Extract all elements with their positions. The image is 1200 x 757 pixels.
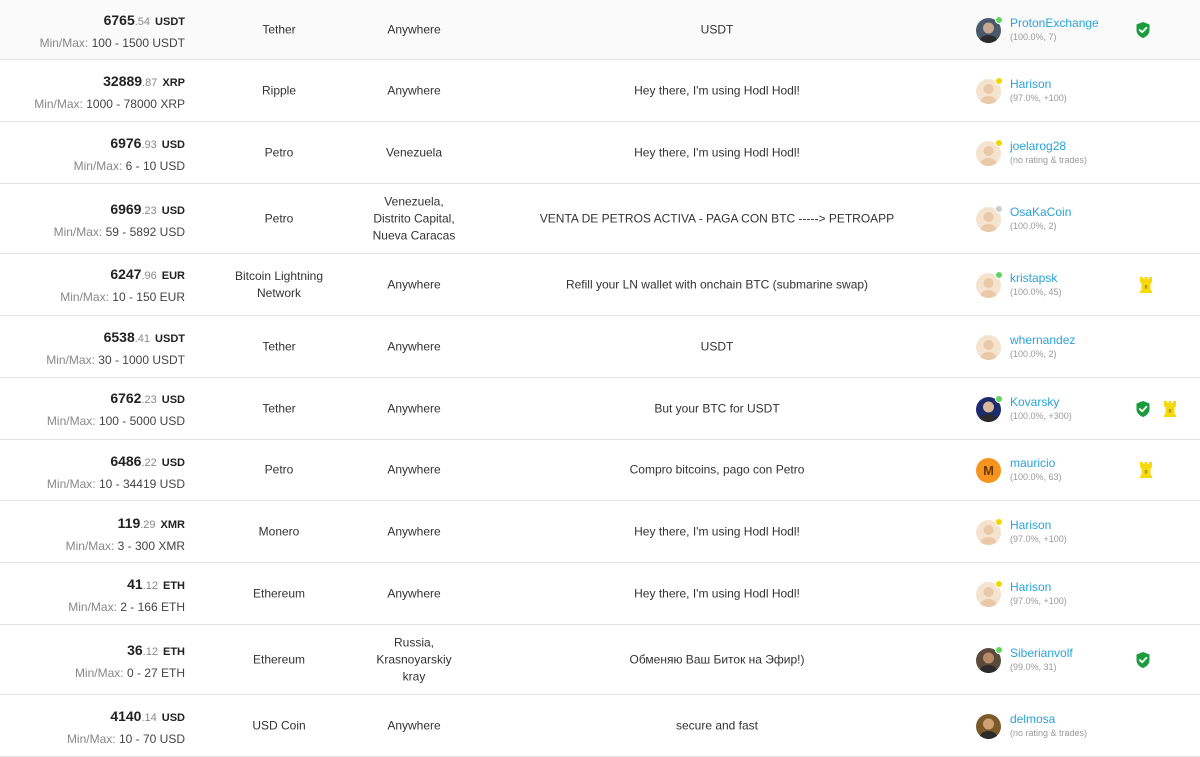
payment-method: Petro	[264, 211, 294, 225]
price-block	[34, 73, 185, 111]
price-integer: 6762	[110, 390, 142, 406]
user-rating: (100.0%, 45)	[1010, 286, 1062, 297]
price-currency: USD	[161, 205, 185, 217]
location: Venezuela	[385, 145, 443, 159]
price-decimals: .12	[142, 580, 158, 592]
min-max-limits	[68, 600, 185, 614]
status-dot	[995, 16, 1003, 24]
price-decimals: .23	[141, 394, 157, 406]
location: Anywhere	[387, 718, 441, 732]
offer-description: Hey there, I'm using Hodl Hodl!	[634, 83, 800, 97]
avatar[interactable]	[976, 335, 1001, 360]
status-dot	[995, 518, 1003, 526]
username-link[interactable]: Harison	[1010, 517, 1052, 532]
min-max-value: 2 - 166 ETH	[120, 600, 185, 614]
user-rating: (97.0%, +100)	[1010, 92, 1067, 103]
offer-description: Обменяю Ваш Биток на Эфир!)	[629, 652, 805, 666]
min-max-label: Min/Max:	[60, 290, 109, 304]
cell-line: Venezuela,	[384, 194, 444, 208]
offer-description: Hey there, I'm using Hodl Hodl!	[634, 586, 800, 600]
price-block	[67, 708, 185, 746]
min-max-value: 10 - 34419 USD	[98, 477, 185, 491]
offer-row[interactable]	[0, 0, 1200, 60]
price-decimals: .54	[134, 16, 151, 28]
offer-row[interactable]	[0, 695, 1200, 757]
min-max-limits	[54, 225, 185, 239]
min-max-label: Min/Max:	[65, 539, 115, 553]
status-dot	[995, 205, 1003, 213]
offer-row[interactable]	[0, 625, 1200, 695]
price	[68, 576, 185, 594]
min-max-label: Min/Max:	[53, 225, 103, 239]
price-decimals: .23	[141, 205, 157, 217]
offer-row[interactable]	[0, 122, 1200, 184]
username-link[interactable]: whernandez	[1010, 332, 1076, 347]
username-link[interactable]: joelarog28	[1010, 138, 1067, 153]
tower-icon	[1138, 276, 1154, 294]
price-decimals: .41	[134, 333, 151, 345]
price-block	[47, 390, 185, 428]
price-block	[75, 642, 185, 680]
user-rating: (no rating & trades)	[1010, 727, 1088, 738]
min-max-limits	[66, 539, 185, 553]
min-max-limits	[47, 414, 185, 428]
tower-icon	[1162, 400, 1178, 418]
price-integer: 6538	[103, 329, 135, 345]
price-currency: XMR	[160, 519, 185, 531]
username-link[interactable]: delmosa	[1010, 711, 1056, 726]
cell-line: Nueva Caracas	[372, 228, 456, 242]
min-max-limits	[60, 290, 185, 304]
price	[46, 329, 185, 347]
shield-icon	[1135, 21, 1151, 39]
price-currency: EUR	[161, 270, 185, 282]
cell-line: Network	[256, 285, 301, 300]
price-integer: 6486	[110, 453, 142, 469]
min-max-value: 100 - 5000 USD	[98, 414, 185, 428]
price-integer: 6765	[103, 12, 135, 28]
user-rating: (no rating & trades)	[1010, 154, 1088, 165]
min-max-value: 59 - 5892 USD	[105, 225, 185, 239]
payment-method: Monero	[258, 524, 300, 538]
price-currency: USD	[161, 457, 185, 469]
user-rating: (100.0%, 2)	[1010, 348, 1057, 359]
price-decimals: .93	[141, 139, 157, 151]
offer-row[interactable]	[0, 440, 1200, 501]
username-link[interactable]: Harison	[1010, 579, 1052, 594]
offer-row[interactable]	[0, 254, 1200, 316]
price-decimals: .12	[142, 646, 158, 658]
min-max-limits	[74, 159, 185, 173]
price	[66, 515, 185, 533]
cell-line: kray	[402, 669, 426, 683]
price-block	[46, 329, 185, 367]
cell-line: Krasnoyarskiy	[376, 652, 452, 666]
tower-icon	[1138, 461, 1154, 479]
location	[354, 193, 474, 244]
price-currency: USDT	[155, 16, 185, 28]
min-max-value: 1000 - 78000 XRP	[86, 97, 185, 111]
trader	[976, 518, 1126, 546]
trader	[976, 271, 1126, 299]
min-max-value: 100 - 1500 USDT	[91, 36, 185, 50]
price-block	[47, 453, 185, 491]
location: Anywhere	[387, 22, 441, 36]
location: Anywhere	[387, 462, 441, 477]
user-rating: (100.0%, 2)	[1010, 220, 1057, 231]
price	[47, 453, 185, 471]
min-max-limits	[67, 732, 185, 746]
price-integer: 36	[127, 642, 143, 658]
price-integer: 32889	[103, 73, 143, 89]
username-link[interactable]: Kovarsky	[1010, 394, 1060, 409]
min-max-value: 10 - 150 EUR	[112, 290, 185, 304]
cell-line: Distrito Capital,	[373, 211, 455, 225]
offer-description: Hey there, I'm using Hodl Hodl!	[634, 145, 800, 159]
offer-row[interactable]	[0, 316, 1200, 378]
price	[74, 135, 185, 153]
min-max-limits	[34, 97, 185, 111]
trader	[976, 77, 1126, 105]
price-block	[66, 515, 185, 553]
status-dot	[995, 646, 1003, 654]
min-max-label: Min/Max:	[46, 477, 96, 491]
shield-icon	[1135, 651, 1151, 669]
username-link[interactable]: mauricio	[1010, 456, 1056, 470]
offer-row[interactable]	[0, 378, 1200, 440]
user-rating: (100.0%, +300)	[1010, 410, 1072, 421]
user-rating: (100.0%, 63)	[1010, 472, 1062, 482]
username-link[interactable]: Siberianvolf	[1010, 645, 1073, 660]
min-max-label: Min/Max:	[34, 97, 83, 111]
trader	[976, 646, 1126, 674]
trader	[976, 205, 1126, 233]
username-link[interactable]: Harison	[1010, 76, 1052, 91]
location: Anywhere	[387, 401, 441, 415]
price-decimals: .14	[141, 712, 157, 724]
min-max-limits	[75, 666, 185, 680]
trader	[976, 712, 1126, 740]
min-max-limits	[46, 353, 185, 367]
min-max-value: 30 - 1000 USDT	[98, 353, 185, 367]
price	[75, 642, 185, 660]
status-dot	[995, 139, 1003, 147]
min-max-label: Min/Max:	[68, 600, 117, 614]
payment-method: Tether	[262, 22, 296, 36]
payment-method	[224, 268, 334, 302]
price-decimals: .87	[142, 77, 158, 89]
price-integer: 6976	[110, 135, 142, 151]
min-max-limits	[40, 36, 185, 50]
user-rating: (99.0%, 31)	[1010, 661, 1057, 672]
offer-description: USDT	[700, 22, 734, 36]
username-link[interactable]: ProtonExchange	[1010, 15, 1099, 30]
cell-line: Bitcoin Lightning	[234, 268, 324, 283]
trader	[976, 456, 1126, 484]
min-max-label: Min/Max:	[39, 36, 89, 50]
user-rating: (100.0%, 7)	[1010, 31, 1057, 42]
offer-description: Compro bitcoins, pago con Petro	[629, 462, 805, 477]
price-block	[54, 201, 185, 239]
offer-row[interactable]	[0, 501, 1200, 563]
trader	[976, 395, 1126, 423]
location	[354, 634, 474, 685]
offer-description: But your BTC for USDT	[654, 401, 780, 415]
offer-description: USDT	[700, 339, 734, 353]
price-decimals: .96	[141, 270, 157, 282]
location: Anywhere	[387, 586, 441, 600]
min-max-label: Min/Max:	[74, 666, 124, 680]
price-block	[40, 12, 185, 50]
status-dot	[995, 580, 1003, 588]
price-decimals: .29	[140, 519, 156, 531]
user-rating: (97.0%, +100)	[1010, 533, 1067, 544]
min-max-label: Min/Max:	[46, 414, 96, 428]
shield-icon	[1135, 400, 1151, 418]
price-currency: USD	[161, 712, 185, 724]
offer-description: VENTA DE PETROS ACTIVA - PAGA CON BTC -----> PETROAPP	[539, 211, 895, 225]
payment-method: Petro	[264, 462, 294, 477]
min-max-value: 10 - 70 USD	[118, 732, 185, 746]
min-max-value: 0 - 27 ETH	[126, 666, 185, 680]
status-dot	[995, 395, 1003, 403]
price-currency: USD	[161, 394, 185, 406]
location: Anywhere	[387, 339, 441, 353]
price-currency: ETH	[163, 646, 185, 658]
min-max-label: Min/Max:	[46, 353, 95, 367]
trader	[976, 16, 1126, 44]
svg-text:M: M	[983, 463, 994, 478]
price-integer: 6247	[110, 266, 142, 282]
price-block	[74, 135, 185, 173]
avatar[interactable]	[976, 714, 1001, 739]
payment-method: Ethereum	[252, 586, 306, 600]
offer-description: Refill your LN wallet with onchain BTC (submarine swap)	[565, 277, 869, 291]
offer-row[interactable]	[0, 184, 1200, 254]
price-integer: 6969	[110, 201, 142, 217]
location: Anywhere	[387, 277, 441, 291]
offer-description: secure and fast	[675, 718, 759, 732]
price-currency: XRP	[162, 77, 185, 89]
price	[40, 12, 185, 30]
cell-line: Russia,	[393, 635, 434, 649]
offer-row[interactable]	[0, 563, 1200, 625]
price-currency: USDT	[155, 333, 185, 345]
offer-row[interactable]	[0, 60, 1200, 122]
min-max-value: 6 - 10 USD	[125, 159, 185, 173]
payment-method: Ethereum	[252, 652, 306, 666]
price	[54, 201, 185, 219]
price-decimals: .22	[141, 457, 157, 469]
min-max-label: Min/Max:	[66, 732, 116, 746]
payment-method: Tether	[262, 401, 296, 415]
trader	[976, 580, 1126, 608]
price	[60, 266, 185, 284]
price	[34, 73, 185, 91]
username-link[interactable]: kristapsk	[1010, 270, 1058, 285]
price-integer: 41	[127, 576, 143, 592]
location: Anywhere	[387, 524, 441, 538]
payment-method: Tether	[262, 339, 296, 353]
min-max-label: Min/Max:	[73, 159, 123, 173]
status-dot	[995, 271, 1003, 279]
price-currency: ETH	[163, 580, 185, 592]
price-block	[60, 266, 185, 304]
price-integer: 119	[117, 515, 141, 531]
location: Anywhere	[387, 83, 441, 97]
username-link[interactable]: OsaKaCoin	[1010, 204, 1072, 219]
offer-description: Hey there, I'm using Hodl Hodl!	[634, 524, 800, 538]
payment-method: Petro	[264, 145, 294, 159]
price	[47, 390, 185, 408]
payment-method: Ripple	[261, 83, 297, 97]
price-currency: USD	[161, 139, 185, 151]
min-max-value: 3 - 300 XMR	[117, 539, 185, 553]
price-integer: 4140	[110, 708, 142, 724]
price-block	[68, 576, 185, 614]
avatar[interactable]	[976, 458, 1001, 483]
min-max-limits	[47, 477, 185, 491]
status-dot	[995, 77, 1003, 85]
trader	[976, 139, 1126, 167]
trader	[976, 333, 1126, 361]
price	[67, 708, 185, 726]
user-rating: (97.0%, +100)	[1010, 595, 1067, 606]
payment-method: USD Coin	[252, 718, 306, 732]
